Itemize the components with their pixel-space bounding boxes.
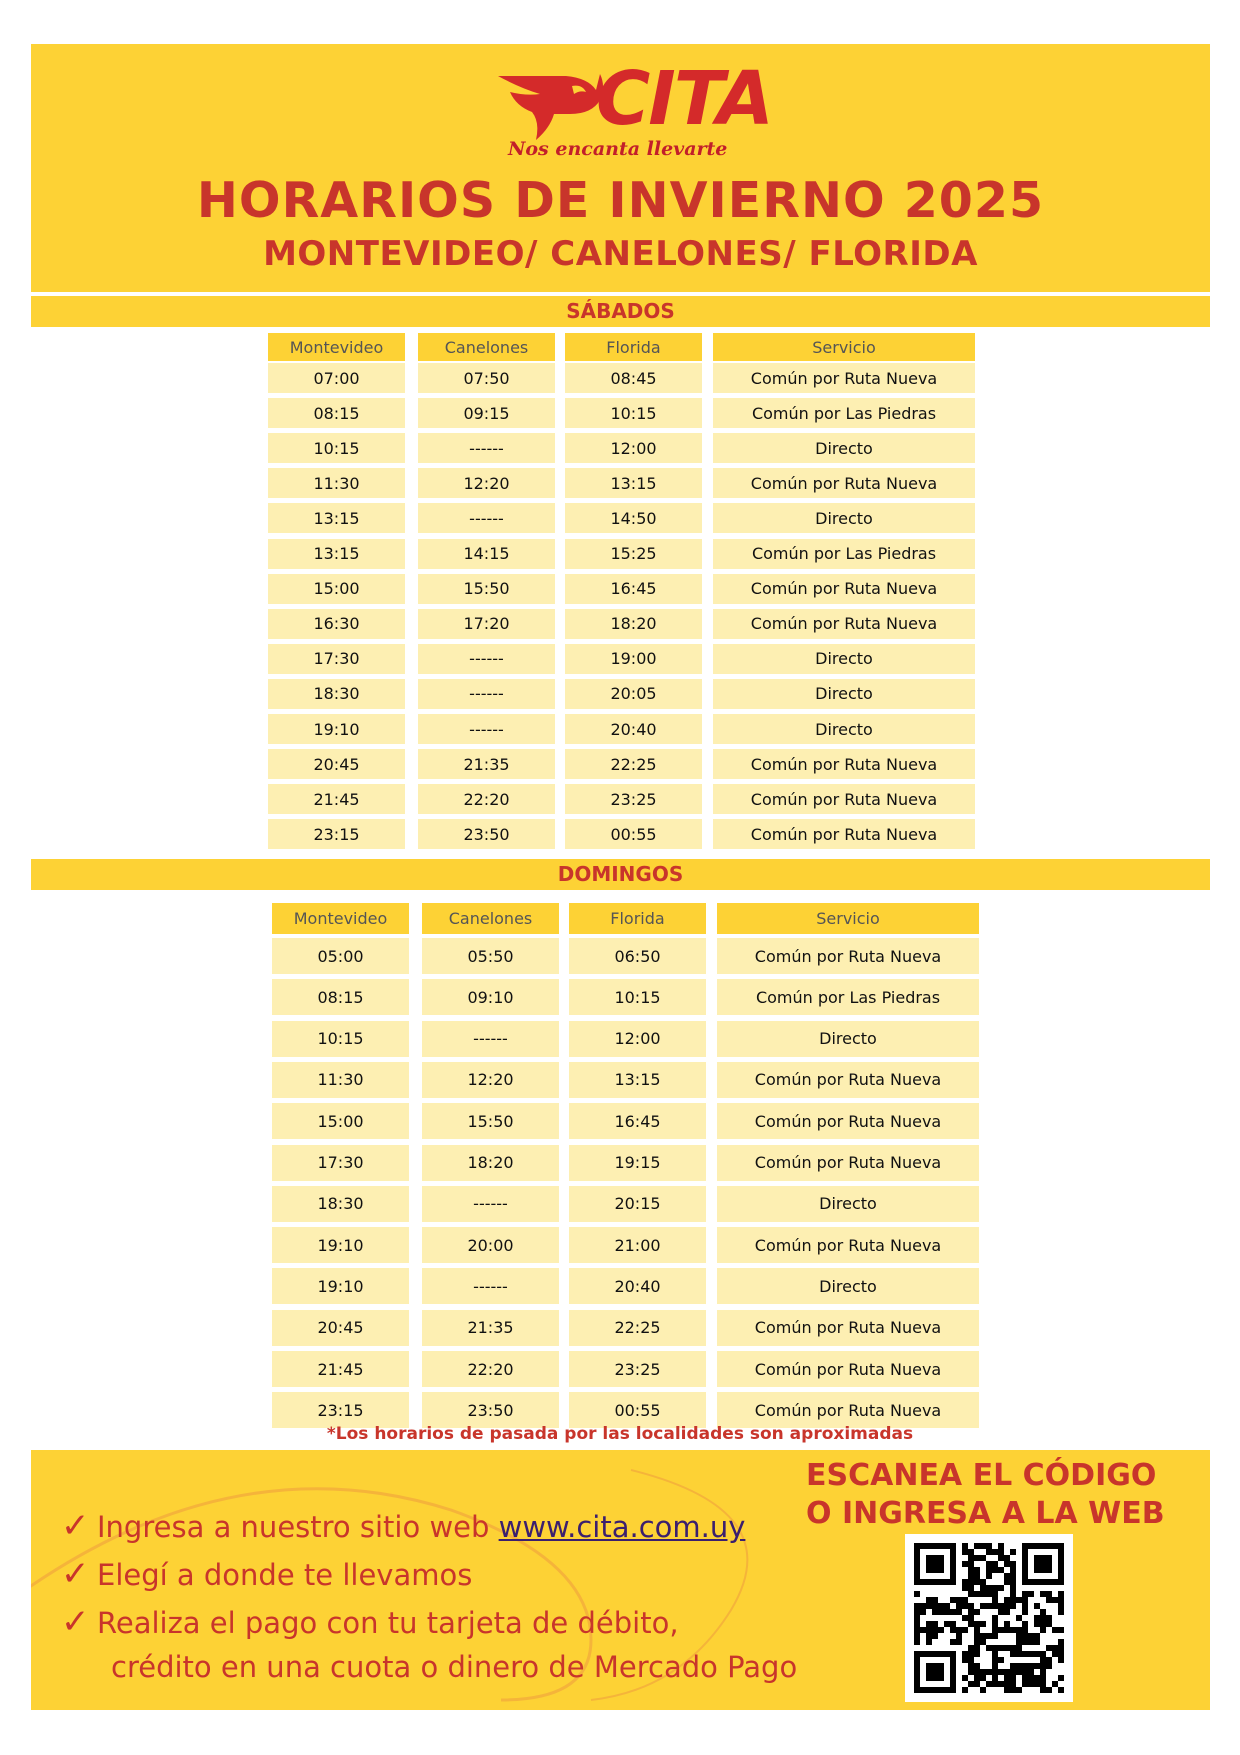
step-website: [61, 1506, 745, 1546]
cell-servicio: Común por Ruta Nueva: [717, 1145, 979, 1181]
cell-canelones: 17:20: [418, 609, 555, 639]
cell-montevideo: 19:10: [268, 714, 405, 744]
cell-canelones: 14:15: [418, 539, 555, 569]
footnote: *Los horarios de pasada por las localidades son aproximadas: [326, 1424, 914, 1444]
qr-code-icon: [905, 1534, 1073, 1702]
cell-florida: 06:50: [569, 938, 706, 974]
cell-canelones: 22:20: [422, 1351, 559, 1387]
cell-canelones: 05:50: [422, 938, 559, 974]
cell-montevideo: 10:15: [268, 433, 405, 463]
cell-montevideo: 23:15: [268, 819, 405, 849]
cell-montevideo: 20:45: [268, 749, 405, 779]
cell-canelones: 20:00: [422, 1227, 559, 1263]
cell-florida: 23:25: [565, 784, 702, 814]
cell-canelones: 23:50: [422, 1392, 559, 1428]
cell-florida: 18:20: [565, 609, 702, 639]
cell-montevideo: 17:30: [268, 644, 405, 674]
cell-canelones: 12:20: [418, 468, 555, 498]
cell-florida: 12:00: [569, 1021, 706, 1057]
cell-servicio: Directo: [713, 503, 975, 533]
cell-florida: 22:25: [565, 749, 702, 779]
cell-montevideo: 13:15: [268, 503, 405, 533]
cell-servicio: Directo: [717, 1021, 979, 1057]
cell-montevideo: 08:15: [268, 398, 405, 428]
cell-canelones: ------: [422, 1186, 559, 1222]
step-website-text: Ingresa a nuestro sitio web: [97, 1510, 499, 1544]
scan-code-title: ESCANEA EL CÓDIGO: [806, 1458, 1157, 1493]
cell-servicio: Común por Las Piedras: [713, 539, 975, 569]
column-header-canelones: Canelones: [422, 903, 559, 934]
page-title: HORARIOS DE INVIERNO 2025: [196, 172, 1045, 229]
cell-canelones: 21:35: [422, 1310, 559, 1346]
cell-canelones: 22:20: [418, 784, 555, 814]
cell-florida: 13:15: [569, 1062, 706, 1098]
column-header-florida: Florida: [569, 903, 706, 934]
column-header-florida: Florida: [565, 333, 702, 361]
cell-canelones: ------: [422, 1021, 559, 1057]
cell-montevideo: 18:30: [272, 1186, 409, 1222]
cell-montevideo: 05:00: [272, 938, 409, 974]
qr-code[interactable]: [905, 1534, 1073, 1702]
logo-slogan: Nos encanta llevarte: [508, 138, 728, 160]
cell-servicio: Común por Ruta Nueva: [713, 609, 975, 639]
cell-florida: 20:40: [569, 1268, 706, 1304]
cell-montevideo: 10:15: [272, 1021, 409, 1057]
check-icon: ✓: [61, 1602, 90, 1642]
cell-florida: 14:50: [565, 503, 702, 533]
cell-canelones: 07:50: [418, 363, 555, 393]
cell-florida: 21:00: [569, 1227, 706, 1263]
column-header-montevideo: Montevideo: [272, 903, 409, 934]
cell-servicio: Común por Las Piedras: [717, 979, 979, 1015]
cell-servicio: Común por Ruta Nueva: [717, 1392, 979, 1428]
domingos-header: DOMINGOS: [31, 859, 1210, 890]
cell-canelones: 09:15: [418, 398, 555, 428]
step-payment: [61, 1602, 679, 1642]
column-header-servicio: Servicio: [713, 333, 975, 361]
cell-canelones: 21:35: [418, 749, 555, 779]
scan-code-subtitle: O INGRESA A LA WEB: [806, 1496, 1165, 1531]
cell-montevideo: 15:00: [272, 1103, 409, 1139]
cell-canelones: 23:50: [418, 819, 555, 849]
cell-montevideo: 21:45: [272, 1351, 409, 1387]
cell-montevideo: 18:30: [268, 679, 405, 709]
cell-montevideo: 11:30: [272, 1062, 409, 1098]
cell-florida: 20:15: [569, 1186, 706, 1222]
cell-servicio: Común por Ruta Nueva: [717, 1351, 979, 1387]
cell-florida: 20:40: [565, 714, 702, 744]
cell-florida: 10:15: [565, 398, 702, 428]
cell-montevideo: 11:30: [268, 468, 405, 498]
cell-florida: 13:15: [565, 468, 702, 498]
sabados-header: SÁBADOS: [31, 296, 1210, 327]
cell-florida: 20:05: [565, 679, 702, 709]
cell-servicio: Común por Ruta Nueva: [717, 1310, 979, 1346]
step-destination: [61, 1554, 472, 1594]
cell-canelones: ------: [418, 433, 555, 463]
cell-servicio: Común por Ruta Nueva: [717, 1227, 979, 1263]
check-icon: ✓: [61, 1554, 90, 1594]
column-header-canelones: Canelones: [418, 333, 555, 361]
cita-logo: [496, 56, 776, 162]
cell-montevideo: 17:30: [272, 1145, 409, 1181]
website-link[interactable]: www.cita.com.uy: [498, 1510, 746, 1544]
cell-canelones: ------: [418, 644, 555, 674]
cell-canelones: 12:20: [422, 1062, 559, 1098]
step-payment-continued: crédito en una cuota o dinero de Mercado Pago: [111, 1650, 798, 1684]
cell-servicio: Común por Las Piedras: [713, 398, 975, 428]
page-subtitle: MONTEVIDEO/ CANELONES/ FLORIDA: [263, 234, 978, 274]
cell-canelones: ------: [418, 503, 555, 533]
cell-servicio: Directo: [713, 714, 975, 744]
cell-florida: 22:25: [569, 1310, 706, 1346]
check-icon: ✓: [61, 1506, 90, 1546]
cell-montevideo: 23:15: [272, 1392, 409, 1428]
cell-florida: 16:45: [565, 574, 702, 604]
cell-servicio: Común por Ruta Nueva: [713, 749, 975, 779]
footer-banner: [31, 1450, 1210, 1710]
column-header-servicio: Servicio: [717, 903, 979, 934]
cell-canelones: ------: [418, 714, 555, 744]
cell-montevideo: 21:45: [268, 784, 405, 814]
cell-florida: 16:45: [569, 1103, 706, 1139]
cell-florida: 19:00: [565, 644, 702, 674]
step-destination-text: Elegí a donde te llevamos: [97, 1558, 473, 1592]
cell-florida: 00:55: [569, 1392, 706, 1428]
cell-florida: 15:25: [565, 539, 702, 569]
cell-montevideo: 16:30: [268, 609, 405, 639]
cell-florida: 23:25: [569, 1351, 706, 1387]
cell-servicio: Directo: [717, 1268, 979, 1304]
step-payment-text: Realiza el pago con tu tarjeta de débito,: [97, 1606, 679, 1640]
cell-florida: 12:00: [565, 433, 702, 463]
cell-florida: 19:15: [569, 1145, 706, 1181]
cell-canelones: 18:20: [422, 1145, 559, 1181]
cell-servicio: Directo: [717, 1186, 979, 1222]
cell-servicio: Directo: [713, 679, 975, 709]
cell-canelones: 15:50: [418, 574, 555, 604]
cell-florida: 10:15: [569, 979, 706, 1015]
cell-canelones: 09:10: [422, 979, 559, 1015]
cell-montevideo: 19:10: [272, 1268, 409, 1304]
cell-florida: 08:45: [565, 363, 702, 393]
cell-servicio: Común por Ruta Nueva: [713, 819, 975, 849]
cell-montevideo: 13:15: [268, 539, 405, 569]
cell-servicio: Común por Ruta Nueva: [713, 363, 975, 393]
cell-servicio: Común por Ruta Nueva: [713, 784, 975, 814]
header-banner: [31, 44, 1210, 292]
logo-text: CITA: [596, 56, 772, 142]
cell-servicio: Directo: [713, 644, 975, 674]
cell-canelones: 15:50: [422, 1103, 559, 1139]
cell-montevideo: 08:15: [272, 979, 409, 1015]
cell-servicio: Común por Ruta Nueva: [717, 1103, 979, 1139]
cell-florida: 00:55: [565, 819, 702, 849]
cell-montevideo: 20:45: [272, 1310, 409, 1346]
cell-montevideo: 07:00: [268, 363, 405, 393]
cell-montevideo: 19:10: [272, 1227, 409, 1263]
column-header-montevideo: Montevideo: [268, 333, 405, 361]
cell-servicio: Común por Ruta Nueva: [717, 1062, 979, 1098]
cell-servicio: Común por Ruta Nueva: [717, 938, 979, 974]
cell-canelones: ------: [422, 1268, 559, 1304]
cell-servicio: Común por Ruta Nueva: [713, 468, 975, 498]
cell-servicio: Directo: [713, 433, 975, 463]
cell-servicio: Común por Ruta Nueva: [713, 574, 975, 604]
cell-montevideo: 15:00: [268, 574, 405, 604]
cell-canelones: ------: [418, 679, 555, 709]
